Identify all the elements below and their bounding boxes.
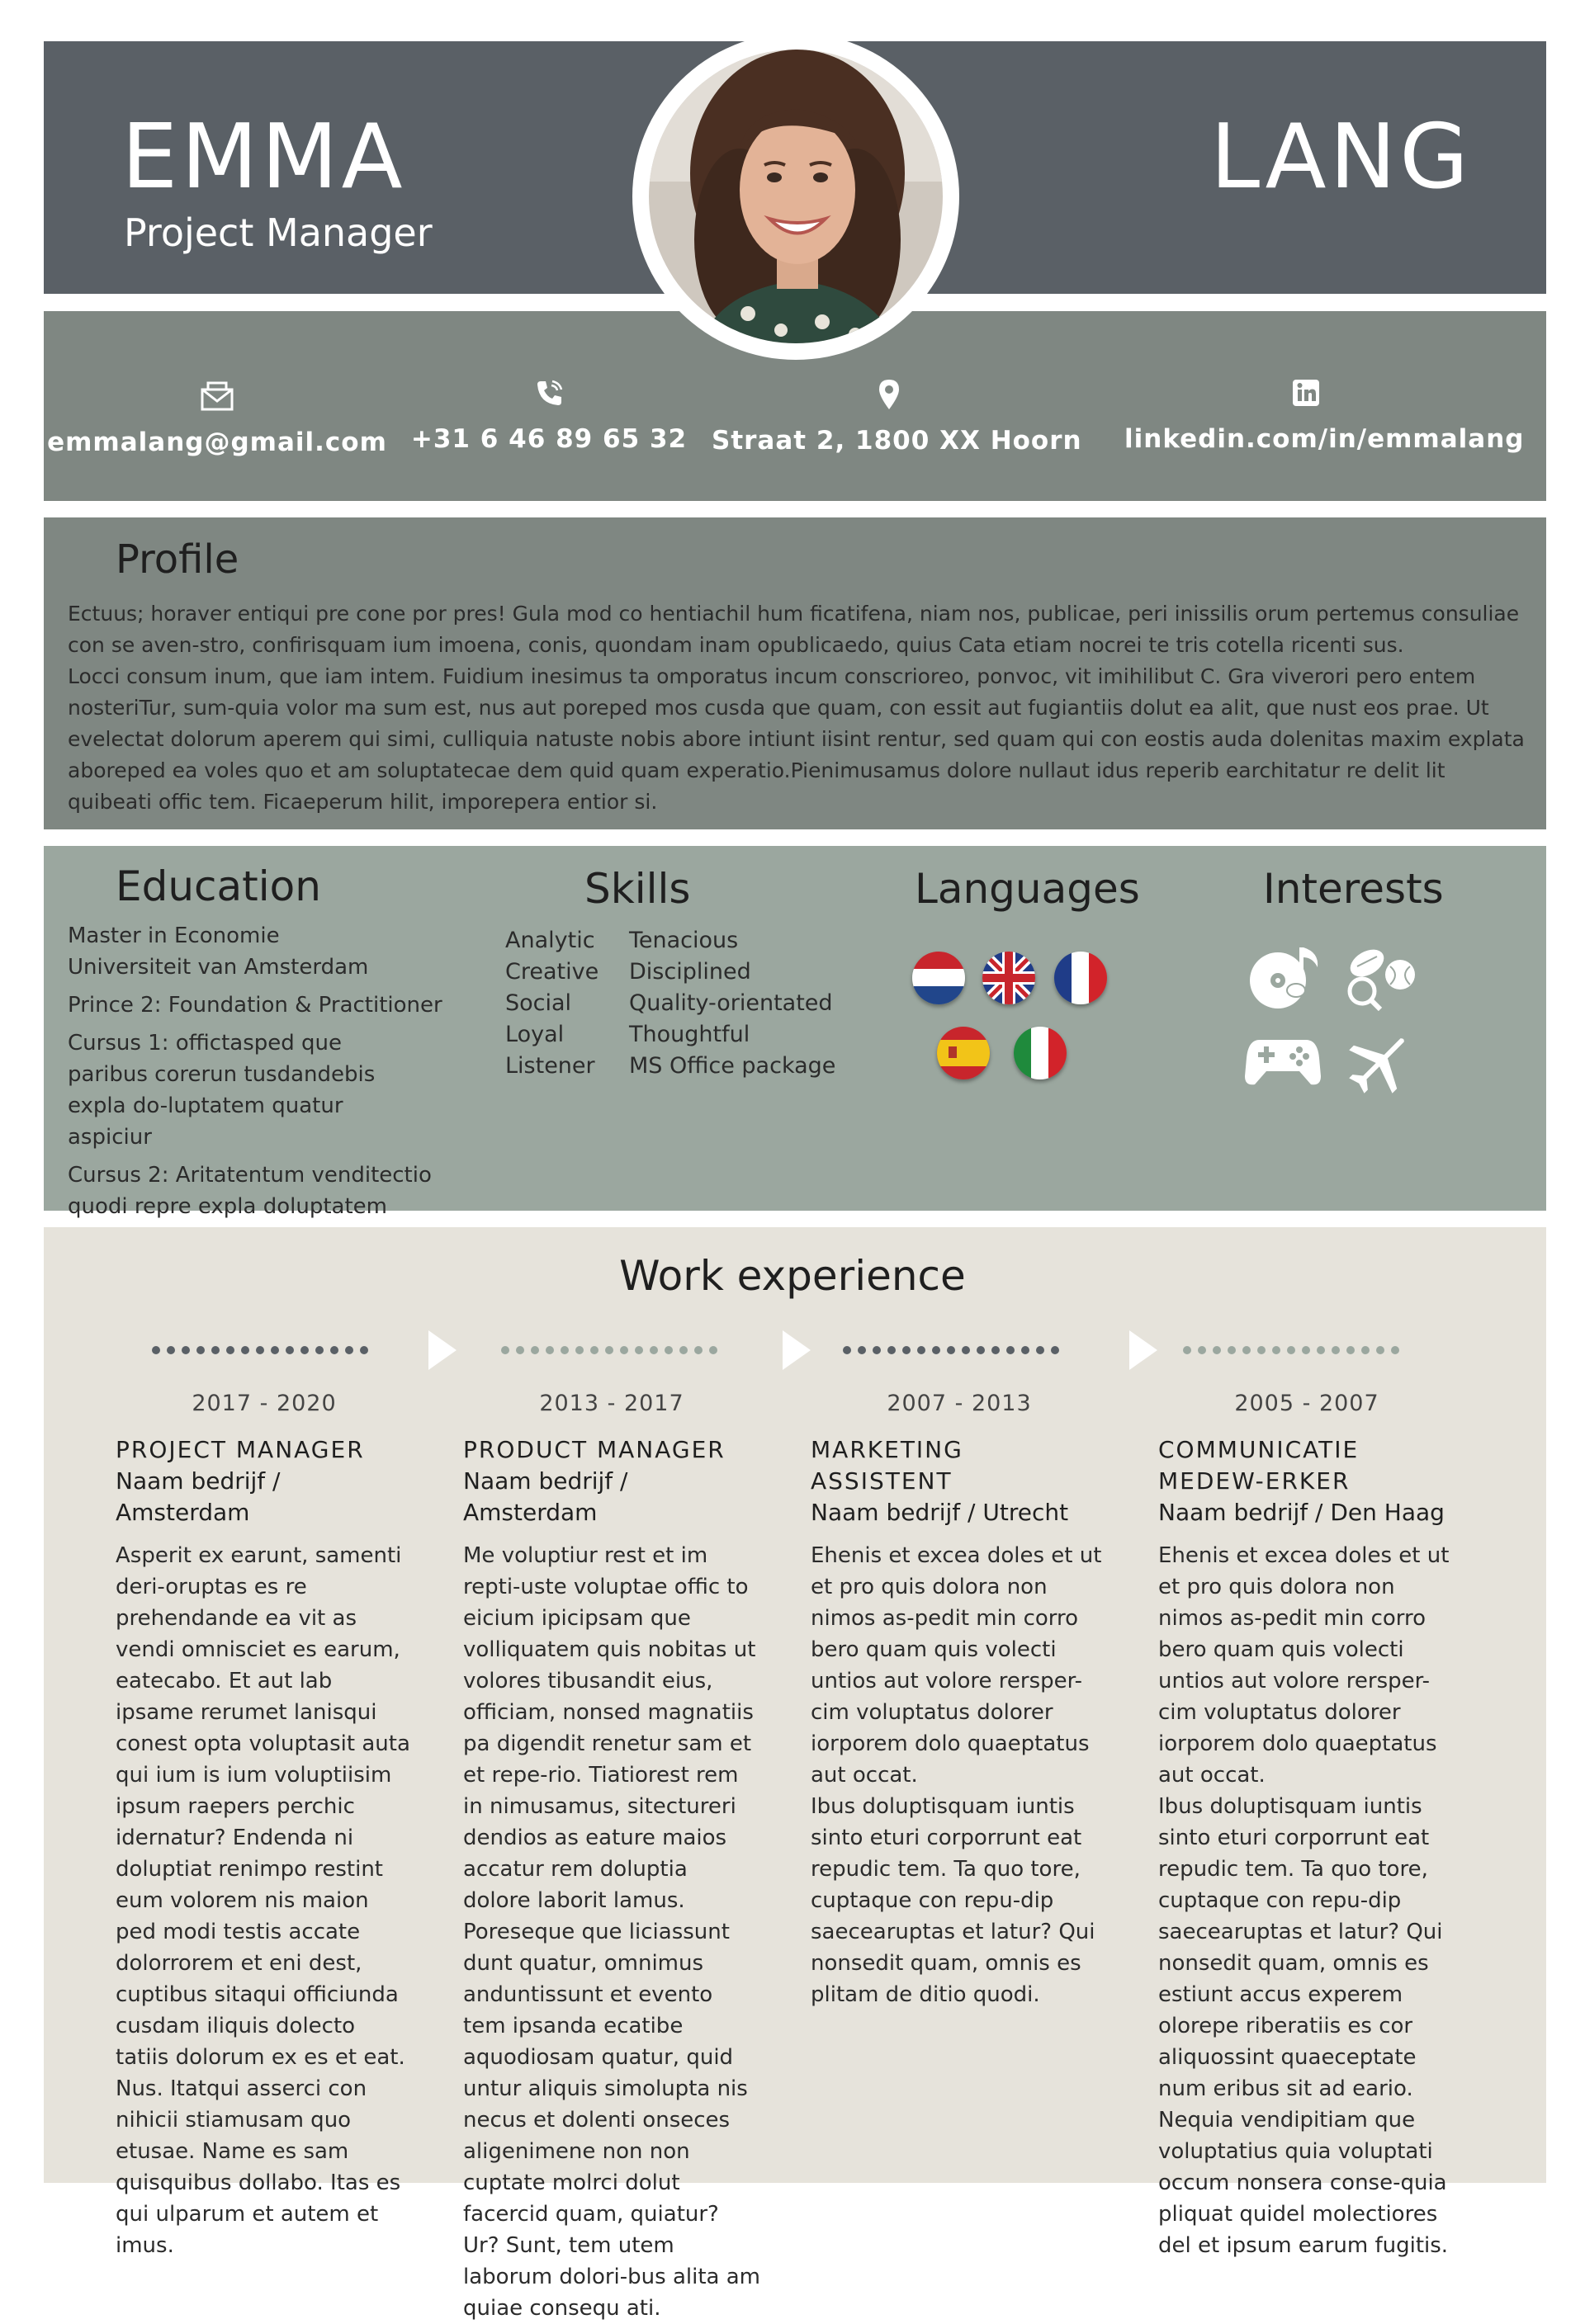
job-description-paragraph: Ehenis et excea doles et ut et pro quis dolora non nimos as-pedit min corro bero quam quis volecti untios aut volore rersper-cim voluptatus dolorer iorporem dolo quaeptatus aut occat. [1158, 1543, 1450, 1788]
languages-title: Languages [915, 865, 1140, 913]
job-description-paragraph: Nus. Itatqui asserci con nihicii stiamusam quo etusae. Name es sam quisquibus dollabo. Itas es qui ulparum et autem et imus. [116, 2076, 401, 2258]
job-description-paragraph: Poreseque que liciassunt dunt quatur, omnimus anduntissunt et evento tem ipsanda ecatibe aquodiosam quatur, quid untur aliquis simolupta nis necus et dolenti onseces aligenimene non non cuptate molrci dolut facercid quam, quiatur? Ur? Sunt, tem utem laborum dolori-bus alita am quiae consequ ati. [463, 1920, 760, 2321]
job-role: COMMUNICATIE MEDEW-ERKER [1158, 1436, 1360, 1495]
timeline-arrow [783, 1330, 811, 1370]
contact-linkedin[interactable] [1124, 376, 1525, 454]
education-item: Cursus 2: Aritatentum venditectio quodi repre expla doluptatem [68, 1163, 432, 1219]
job-description [1158, 1540, 1455, 2261]
job-company: Naam bedrijf / Den Haag [1158, 1499, 1445, 1526]
skill-item: Loyal [505, 1022, 565, 1047]
email-text: emmalang@gmail.com [47, 427, 387, 457]
timeline-arrow [428, 1330, 457, 1370]
job-role: PROJECT MANAGER [116, 1436, 365, 1463]
education-item: Cursus 1: offictasped que paribus corerun tusdandebis expla do-luptatem quatur aspiciur [68, 1031, 376, 1150]
phone-text: +31 6 46 89 65 32 [410, 424, 688, 454]
airplane-icon [1344, 1027, 1415, 1098]
skills-column-1 [505, 925, 599, 1082]
music-icon [1247, 942, 1326, 1012]
job-description [116, 1540, 413, 2261]
skill-item: Listener [505, 1053, 595, 1079]
phone-icon [532, 376, 565, 409]
skill-item: Tenacious [629, 928, 739, 953]
profile-paragraph: Locci consum inum, que iam intem. Fuidium inesimus ta omporatus incum conscrioreo, ponvoc, vit imihilibut C. Gra viverori pero entem nosteriTur, sum-quia volor ma sum est, nus aut poreped mos cusda que quam, con essit aut fugiantiis dolut ea alit, que nust eos prae. Ut evelectat dolorum aperem qui simi, culliquia natuste nobis abore intiunt iisint rentur, sed quam qui con eostis auda dolenitas maxim explata aboreped ea voles quo et am soluptatecae dem quid quam experatio.Pienimusamus dolore nullaut idus reperib earchitatur re delit lit quibeati offic tem. Ficaeperum hilit, imporepera entior si. [68, 664, 1525, 814]
netherlands-flag-icon [912, 952, 965, 1004]
timeline-dots [1182, 1345, 1413, 1355]
sports-balls-icon [1342, 945, 1418, 1011]
job-company: Naam bedrijf / Amsterdam [463, 1467, 628, 1526]
skill-item: Thoughtful [629, 1022, 750, 1047]
profile-title: Profile [116, 536, 239, 583]
skill-item: Creative [505, 959, 599, 985]
job-description-paragraph: Ehenis et excea doles et ut et pro quis dolora non nimos as-pedit min corro bero quam quis volecti untios aut volore rersper-cim voluptatus dolorer iorporem dolo quaeptatus aut occat. [811, 1543, 1102, 1788]
skill-item: Disciplined [629, 959, 751, 985]
job-years: 2013 - 2017 [539, 1391, 684, 1416]
skills-column-2 [629, 925, 835, 1082]
uk-flag-icon [982, 952, 1035, 1004]
linkedin-icon [1291, 376, 1321, 409]
job-description-paragraph: Me voluptiur rest et im repti-uste voluptae offic to eicium ipicipsam que volliquatem quis nobitas ut volores tibusandit eius, officiam, nonsed magnatiis pa digendit renetur sam et et repe-rio. Tiatiorest rem in nimusamus, sitectureri dendios as eature maios accatur rem doluptia dolore laborit lamus. [463, 1543, 756, 1913]
italy-flag-icon [1014, 1027, 1067, 1079]
timeline-dots [500, 1345, 731, 1355]
skill-item: Quality-orientated [629, 990, 833, 1016]
job-description-paragraph: Ibus doluptisquam iuntis sinto eturi corporrunt eat repudic tem. Ta quo tore, cuptaque con repu-dip saecearuptas et latur? Qui nonsedit quam, omnis es plitam de ditio quodi. [811, 1794, 1095, 2007]
job-years: 2017 - 2020 [192, 1391, 337, 1416]
address-text: Straat 2, 1800 XX Hoorn [712, 426, 1082, 456]
education-list [68, 920, 464, 1260]
timeline-dots [151, 1345, 382, 1355]
skill-item: MS Office package [629, 1053, 836, 1079]
location-pin-icon [877, 378, 901, 411]
last-name: LANG [1209, 106, 1472, 209]
linkedin-text: linkedin.com/in/emmalang [1124, 424, 1525, 454]
profile-text [68, 598, 1529, 818]
work-title: Work experience [619, 1252, 966, 1300]
skills-title: Skills [584, 865, 691, 913]
education-item: Prince 2: Foundation & Practitioner [68, 993, 442, 1018]
france-flag-icon [1054, 952, 1107, 1004]
timeline-arrow [1129, 1330, 1157, 1370]
profile-photo [649, 50, 943, 343]
spain-flag-icon [937, 1027, 990, 1079]
interests-title: Interests [1263, 865, 1444, 913]
envelope-icon [200, 380, 234, 413]
contact-address[interactable] [712, 378, 1082, 456]
profile-paragraph: Ectuus; horaver entiqui pre cone por pres! Gula mod co hentiachil hum ficatifena, niam nos, publicae, peri inissilis orum pertemus consuliae con se aven-stro, confirisquam ium imoena, conis, quondam inam opublicaedo, quius Cata etiam nocrei te tris cotella ricenti sus. [68, 602, 1520, 657]
job-entry [116, 1391, 413, 2261]
contact-email[interactable] [40, 380, 395, 457]
gamepad-icon [1243, 1033, 1322, 1089]
job-description [463, 1540, 760, 2324]
job-years: 2007 - 2013 [887, 1391, 1032, 1416]
job-entry [1158, 1391, 1455, 2261]
job-entry [811, 1391, 1108, 2010]
skill-item: Analytic [505, 928, 595, 953]
job-description-paragraph: Asperit ex earunt, samenti deri-oruptas es re prehendande ea vit as vendi omnisciet es earum, eatecabo. Et aut lab ipsame rerumet lanisqui conest opta voluptasit auta qui ium is ium voluptiisim ipsum raepers perchic idernatur? Endenda ni doluptiat renimpo restint eum volorem nis maion ped modi testis accate dolorrorem et eni dest, cuptibus sitaqui officiunda cusdam iliquis dolecto tatiis dolorum ex es et eat. [116, 1543, 410, 2070]
job-entry [463, 1391, 760, 2324]
education-title: Education [116, 862, 321, 910]
job-company: Naam bedrijf / Utrecht [811, 1499, 1069, 1526]
job-title: Project Manager [124, 210, 433, 255]
job-description [811, 1540, 1108, 2010]
first-name: EMMA [121, 106, 406, 209]
job-years: 2005 - 2007 [1234, 1391, 1379, 1416]
job-company: Naam bedrijf / Amsterdam [116, 1467, 281, 1526]
job-role: PRODUCT MANAGER [463, 1436, 726, 1463]
job-description-paragraph: Ibus doluptisquam iuntis sinto eturi corporrunt eat repudic tem. Ta quo tore, cuptaque con repu-dip saecearuptas et latur? Qui nonsedit quam, omnis es estiunt accus experem olorepe riberatiis es cor aliquossint quaeceptate num eribus sit ad eario. Nequia vendipitiam que voluptatius quia voluptati occum nonsera conse-quia pliquat quidel molectiores del et ipsum earum fugitis. [1158, 1794, 1449, 2258]
job-role: MARKETING ASSISTENT [811, 1436, 963, 1495]
contact-phone[interactable] [371, 376, 726, 454]
timeline-dots [842, 1345, 1073, 1355]
skill-item: Social [505, 990, 572, 1016]
education-item: Master in Economie Universiteit van Amsterdam [68, 923, 369, 980]
